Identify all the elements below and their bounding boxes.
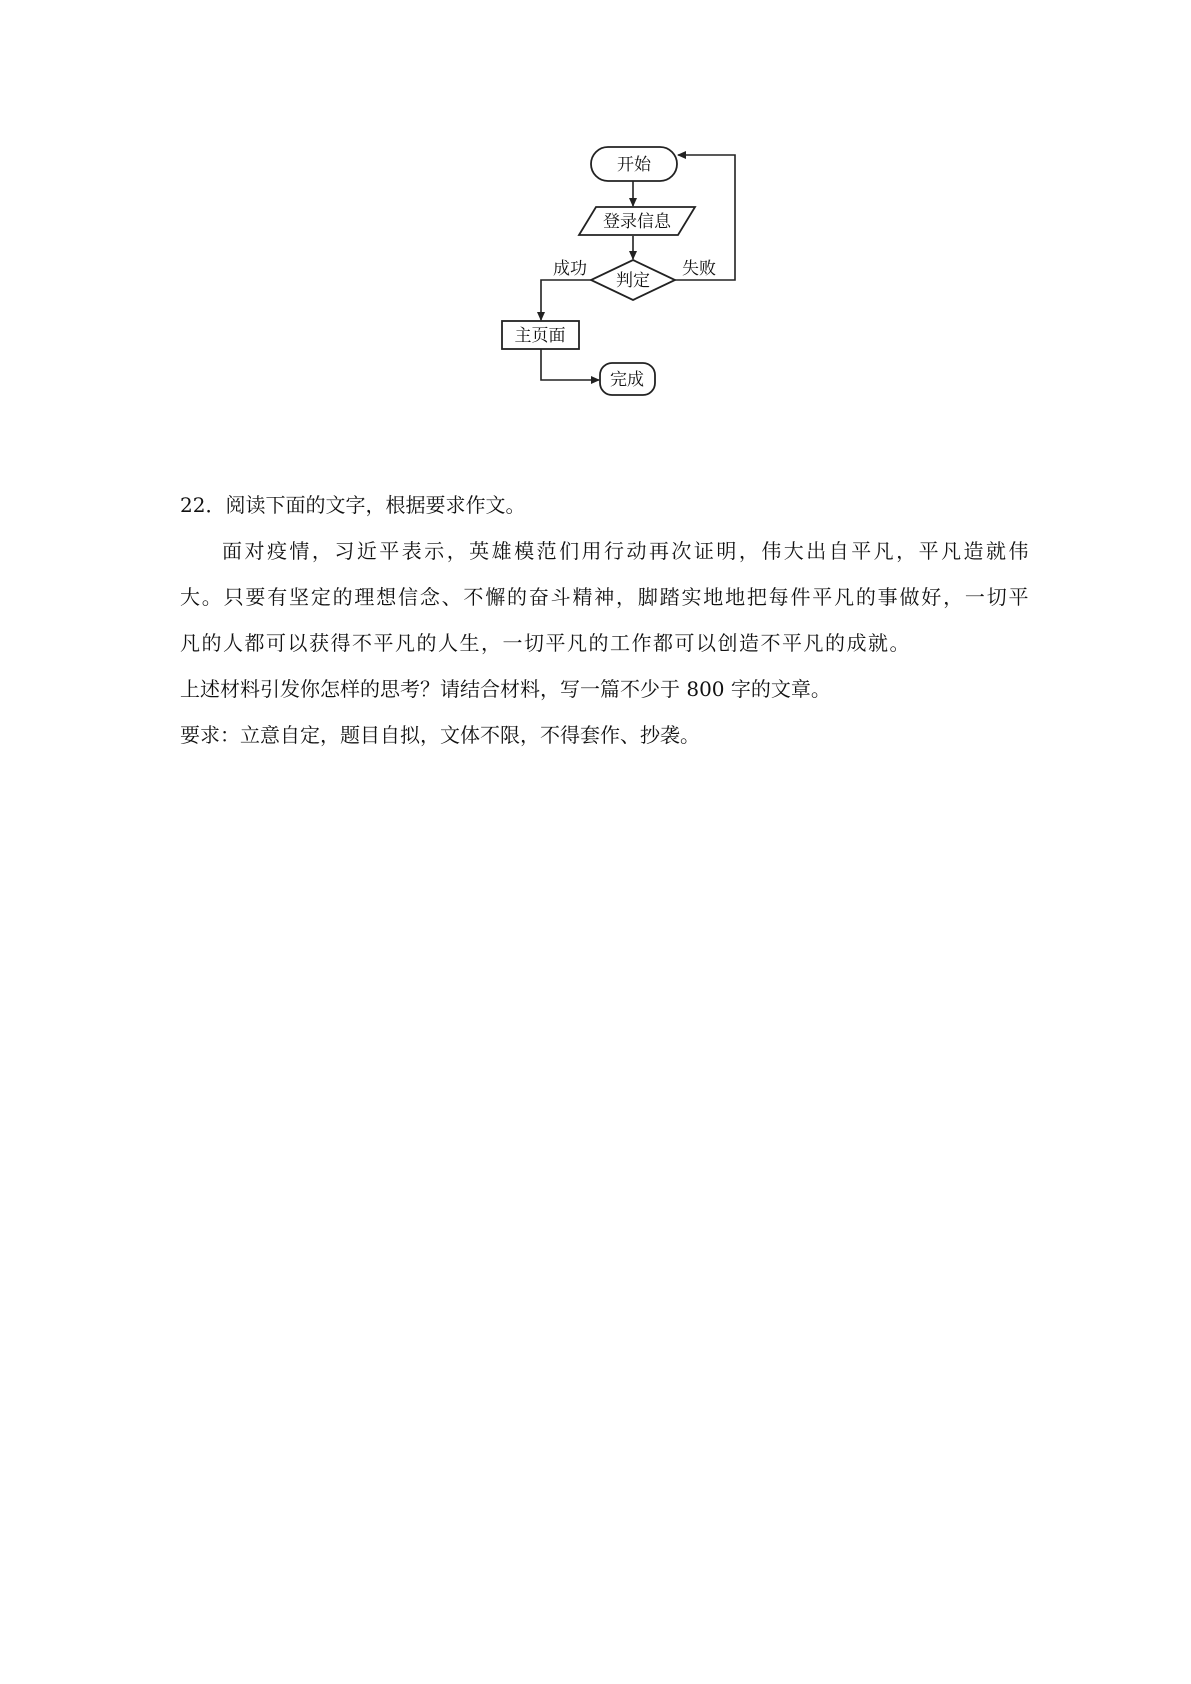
finish-label: 完成: [610, 370, 644, 390]
decision-label: 判定: [616, 271, 650, 291]
question-requirement: 要求：立意自定，题目自拟，文体不限，不得套作、抄袭。: [180, 723, 700, 747]
arrow-success-to-main-page: [541, 280, 591, 320]
arrow-main-page-to-finish: [541, 349, 599, 380]
failure-label: 失败: [682, 259, 716, 279]
question-heading: 22．阅读下面的文字，根据要求作文。: [180, 493, 526, 517]
login-flowchart: [0, 0, 1191, 420]
main-page-label: 主页面: [514, 326, 566, 346]
success-label: 成功: [553, 259, 587, 279]
essay-question: [180, 482, 1030, 758]
input-label: 登录信息: [603, 212, 671, 232]
question-prompt: 上述材料引发你怎样的思考？请结合材料，写一篇不少于 800 字的文章。: [180, 677, 831, 701]
question-material: 面对疫情，习近平表示，英雄模范们用行动再次证明，伟大出自平凡，平凡造就伟大。只要有坚定的理想信念、不懈的奋斗精神，脚踏实地地把每件平凡的事做好，一切平凡的人都可以获得不平凡的人生，一切平凡的工作都可以创造不平凡的成就。: [180, 539, 1030, 655]
start-label: 开始: [617, 155, 651, 175]
